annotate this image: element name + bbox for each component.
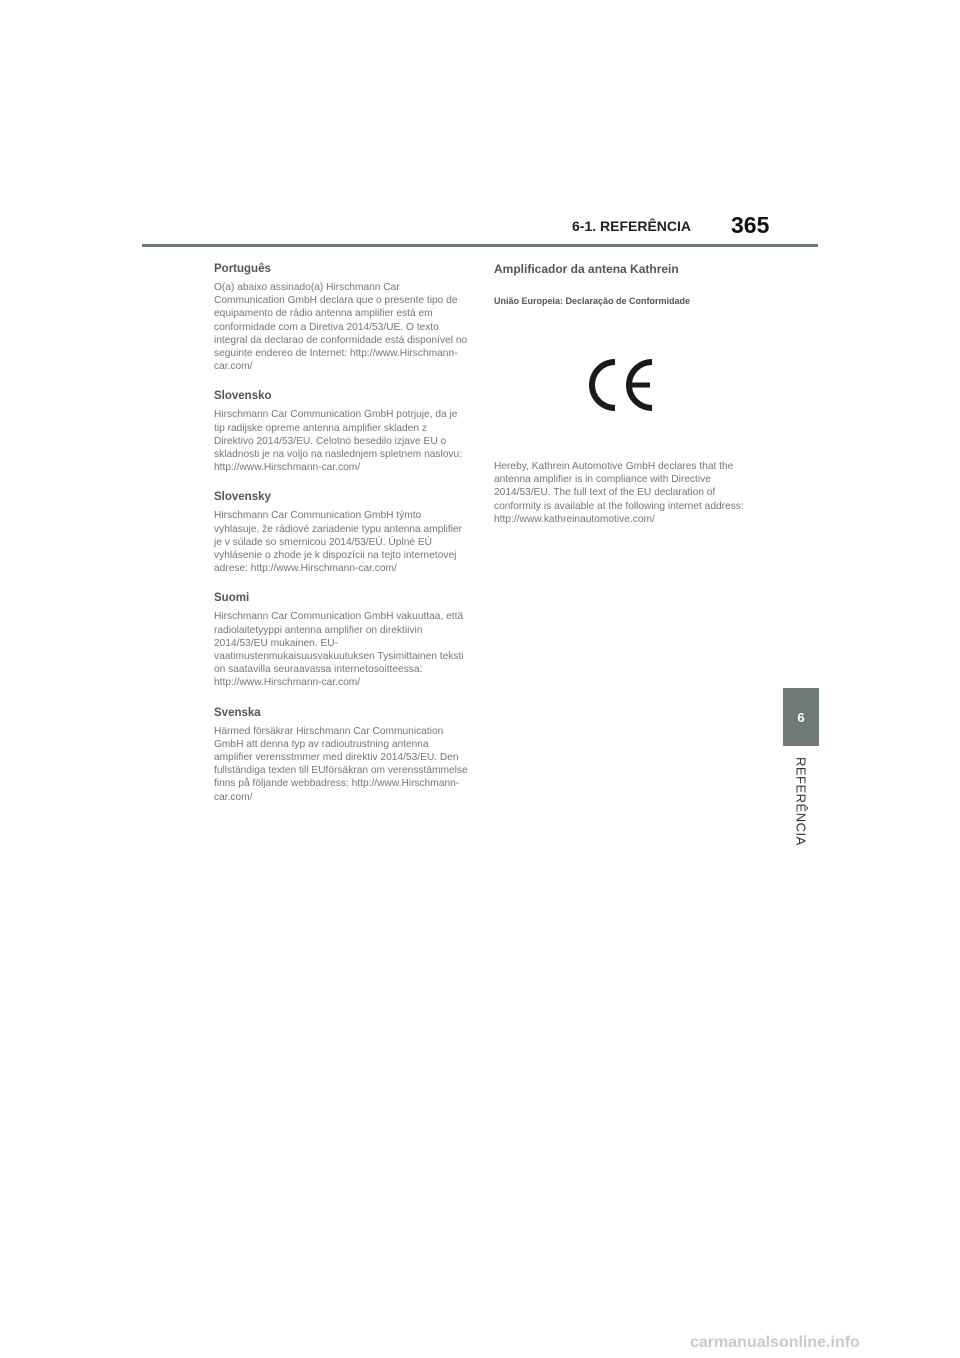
ce-mark-icon: [586, 356, 656, 414]
lang-block-slovensky: [214, 490, 469, 575]
page-number: 365: [731, 212, 770, 238]
lang-heading: Slovensko: [214, 390, 272, 403]
watermark: carmanualsonline.info: [690, 1334, 860, 1351]
section-label: 6-1. REFERÊNCIA: [572, 218, 692, 234]
lang-heading: Svenska: [214, 706, 261, 719]
lang-block-slovensko: [214, 389, 469, 474]
right-heading: Amplificador da antena Kathrein: [494, 262, 679, 276]
lang-heading: Português: [214, 263, 271, 275]
lang-paragraph: O(a) abaixo assinado(a) Hirschmann Car Communication GmbH declara que o presente tipo de equipamento de rádio antenna amplifier está em conformidade com a Diretiva 2014/53/UE. O texto integral da declarao de conformidade está disponível no seguinte endereo de Internet: http://www.Hirschmann-car.com/: [214, 282, 468, 373]
lang-block-portugues: [214, 262, 469, 373]
lang-paragraph: Härmed försäkrar Hirschmann Car Communication GmbH att denna typ av radioutrustning antenna amplifier verensstmmer med direktiv 2014/53/EU. Den fullständiga texten till EUförsäkran om verensstämmelse finns på följande webbadress: http://www.Hirschmann-car.com/: [214, 725, 468, 803]
lang-block-svenska: [214, 706, 469, 804]
lang-heading: Suomi: [214, 592, 250, 605]
right-subheading: União Europeia: Declaração de Conformidade: [494, 296, 691, 306]
lang-heading: Slovensky: [214, 491, 271, 504]
lang-block-suomi: [214, 591, 469, 689]
lang-paragraph: Hirschmann Car Communication GmbH potrjuje, da je tip radijske opreme antenna amplifier skladen z Direktivo 2014/53/EU. Celotno besedilo izjave EU o skladnosti je na voljo na naslednjem spletnem naslovu: http://www.Hirschmann-car.com/: [214, 409, 463, 474]
right-column: [494, 262, 754, 307]
lang-paragraph: Hirschmann Car Communication GmbH týmto vyhlasuje, že rádiové zariadenie typu antenna amplifier je v súlade so smernicou 2014/53/EÚ. Úplné EÚ vyhlásenie o zhode je k dispozícii na tejto internetovej adrese: http://www.Hirschmann-car.com/: [214, 510, 463, 575]
chapter-tab-number: 6: [797, 709, 805, 725]
right-paragraph: Hereby, Kathrein Automotive GmbH declares that the antenna amplifier is in compliance with Directive 2014/53/EU. The full text of the EU declaration of conformity is available at the following internet address: http://www.kathreinautomotive.com/: [494, 461, 744, 525]
header-rule: [142, 244, 818, 247]
lang-paragraph: Hirschmann Car Communication GmbH vakuuttaa, että radiolaitetyyppi antenna amplifier on direktiivin 2014/53/EU mukainen. EU-vaatimustenmukaisuusvakuutuksen Tysimittainen teksti on saatavilla seuraavassa internetosoitteessa: http://www.Hirschmann-car.com/: [214, 611, 464, 689]
left-column: [214, 262, 469, 820]
chapter-tab: [783, 688, 819, 746]
chapter-vertical-label: REFERÊNCIA: [793, 757, 809, 846]
